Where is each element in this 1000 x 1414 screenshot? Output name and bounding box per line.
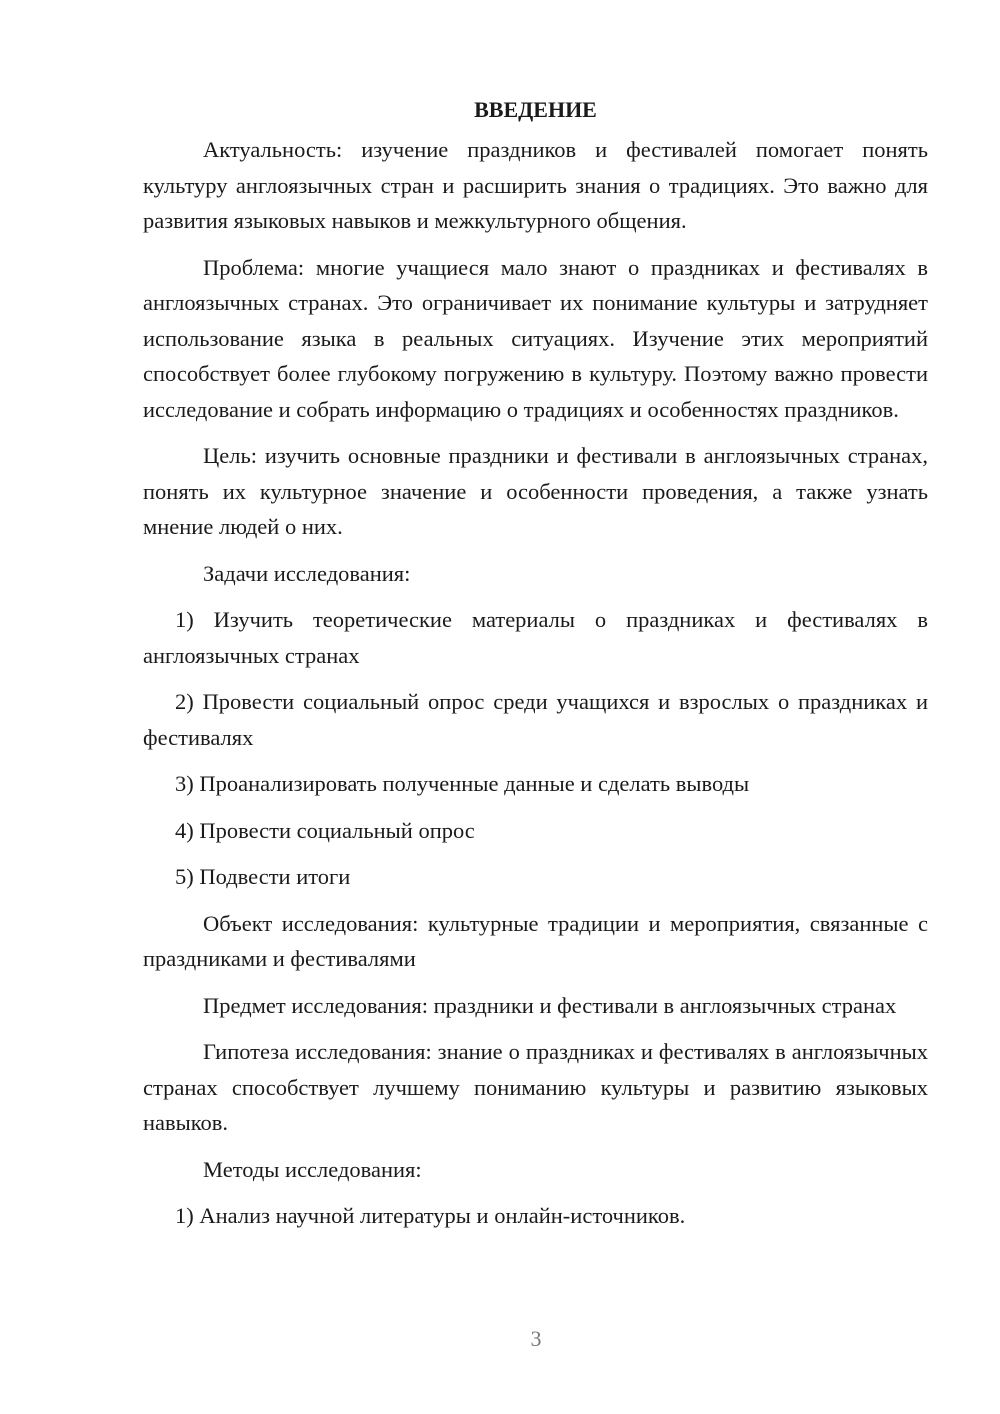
paragraph-hypothesis: Гипотеза исследования: знание о праздниках и фестивалях в англоязычных странах способствует лучшему пониманию культуры и развитию языковых навыков. <box>143 1039 928 1135</box>
task-item-5: 5) Подвести итоги <box>175 864 351 889</box>
methods-heading: Методы исследования: <box>203 1156 422 1182</box>
page-number: 3 <box>530 1326 542 1351</box>
section-title: ВВЕДЕНИЕ <box>474 97 597 122</box>
paragraph-relevance: Актуальность: изучение праздников и фестивалей помогает понять культуру англоязычных стран и расширить знания о традициях. Это важно для развития языковых навыков и межкультурного общения. <box>143 137 928 233</box>
paragraph-subject: Предмет исследования: праздники и фестивали в англоязычных странах <box>203 992 897 1018</box>
paragraph-goal: Цель: изучить основные праздники и фестивали в англоязычных странах, понять их культурное значение и особенности проведения, а также узнать мнение людей о них. <box>143 443 928 539</box>
paragraph-object: Объект исследования: культурные традиции и мероприятия, связанные с праздниками и фестивалями <box>143 910 928 971</box>
task-item-1: 1) Изучить теоретические материалы о праздниках и фестивалях в англоязычных странах <box>143 607 928 668</box>
paragraph-problem: Проблема: многие учащиеся мало знают о праздниках и фестивалях в англоязычных странах. Это ограничивает их понимание культуры и затрудняет использование языка в реальных ситуациях. Изучение этих мероприятий способствует более глубокому погружению в культуру. Поэтому важно провести исследование и собрать информацию о традициях и особенностях праздников. <box>143 254 928 422</box>
task-item-4: 4) Провести социальный опрос <box>175 817 475 843</box>
document-page <box>143 92 928 1245</box>
method-item-1: 1) Анализ научной литературы и онлайн-источников. <box>175 1203 686 1228</box>
tasks-heading: Задачи исследования: <box>203 560 411 586</box>
task-item-2: 2) Провести социальный опрос среди учащихся и взрослых о праздниках и фестивалях <box>143 689 928 750</box>
task-item-3: 3) Проанализировать полученные данные и сделать выводы <box>175 771 750 796</box>
